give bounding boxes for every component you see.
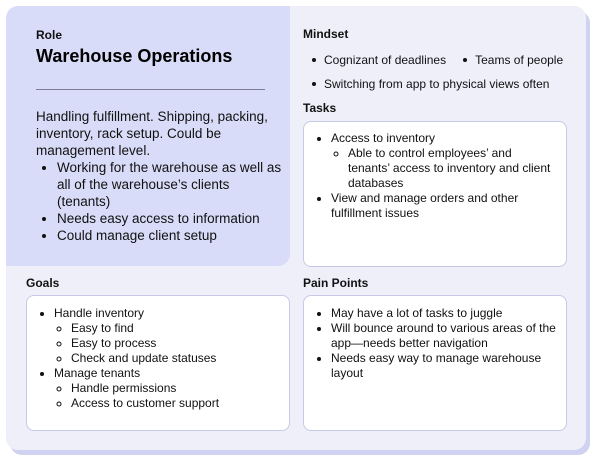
task-subitem: ◦ Able to control employees’ and tenants’ access to inventory and client databases — [348, 146, 556, 191]
role-panel — [6, 6, 290, 266]
pain-points-box — [303, 295, 567, 431]
mindset-item: Teams of people — [463, 48, 563, 72]
persona-card — [6, 6, 586, 450]
task-item: • View and manage orders and other fulfillment issues — [331, 191, 556, 221]
role-label: Role — [36, 28, 63, 42]
bullet-dot — [463, 58, 467, 62]
goal-subitem: ◦ Check and update statuses — [71, 351, 279, 366]
goal-subitem: ◦ Handle permissions — [71, 381, 279, 396]
mindset-item: Cognizant of deadlines — [312, 48, 446, 72]
goal-subitem: ◦ Easy to find — [71, 321, 279, 336]
pain-points-list — [311, 306, 556, 381]
goal-item: • Manage tenants ◦ Handle permissions ◦ Access to customer support — [54, 366, 279, 411]
tasks-list — [311, 131, 556, 221]
role-title: Warehouse Operations — [36, 46, 233, 66]
pain-point-item: • Will bounce around to various areas of the app—needs better navigation — [331, 321, 556, 351]
goals-label: Goals — [26, 276, 60, 290]
tasks-label: Tasks — [303, 101, 337, 115]
mindset-item: Switching from app to physical views often — [312, 72, 549, 96]
bullet-dot — [312, 82, 316, 86]
role-description: Handling fulfillment. Shipping, packing, inventory, rack setup. Could be management level. — [36, 109, 268, 158]
role-bullet: • Could manage client setup — [57, 227, 286, 244]
goal-subitem: ◦ Easy to process — [71, 336, 279, 351]
goal-subitem: ◦ Access to customer support — [71, 396, 279, 411]
role-bullet-list — [36, 159, 286, 244]
role-description-block — [36, 108, 286, 244]
goal-item: • Handle inventory ◦ Easy to find ◦ Easy to process ◦ Check and update statuses — [54, 306, 279, 366]
pain-points-label: Pain Points — [303, 276, 369, 290]
bullet-dot — [312, 58, 316, 62]
mindset-list — [312, 48, 580, 96]
pain-point-item: • May have a lot of tasks to juggle — [331, 306, 556, 321]
goals-box — [26, 295, 290, 431]
task-item: • Access to inventory ◦ Able to control employees’ and tenants’ access to inventory and client databases — [331, 131, 556, 191]
tasks-box — [303, 121, 567, 267]
role-bullet: • Working for the warehouse as well as all of the warehouse’s clients (tenants) — [57, 159, 286, 210]
role-bullet: • Needs easy access to information — [57, 210, 286, 227]
pain-point-item: • Needs easy way to manage warehouse layout — [331, 351, 556, 381]
title-divider — [36, 89, 265, 90]
mindset-label: Mindset — [303, 27, 349, 41]
goals-list — [34, 306, 279, 411]
